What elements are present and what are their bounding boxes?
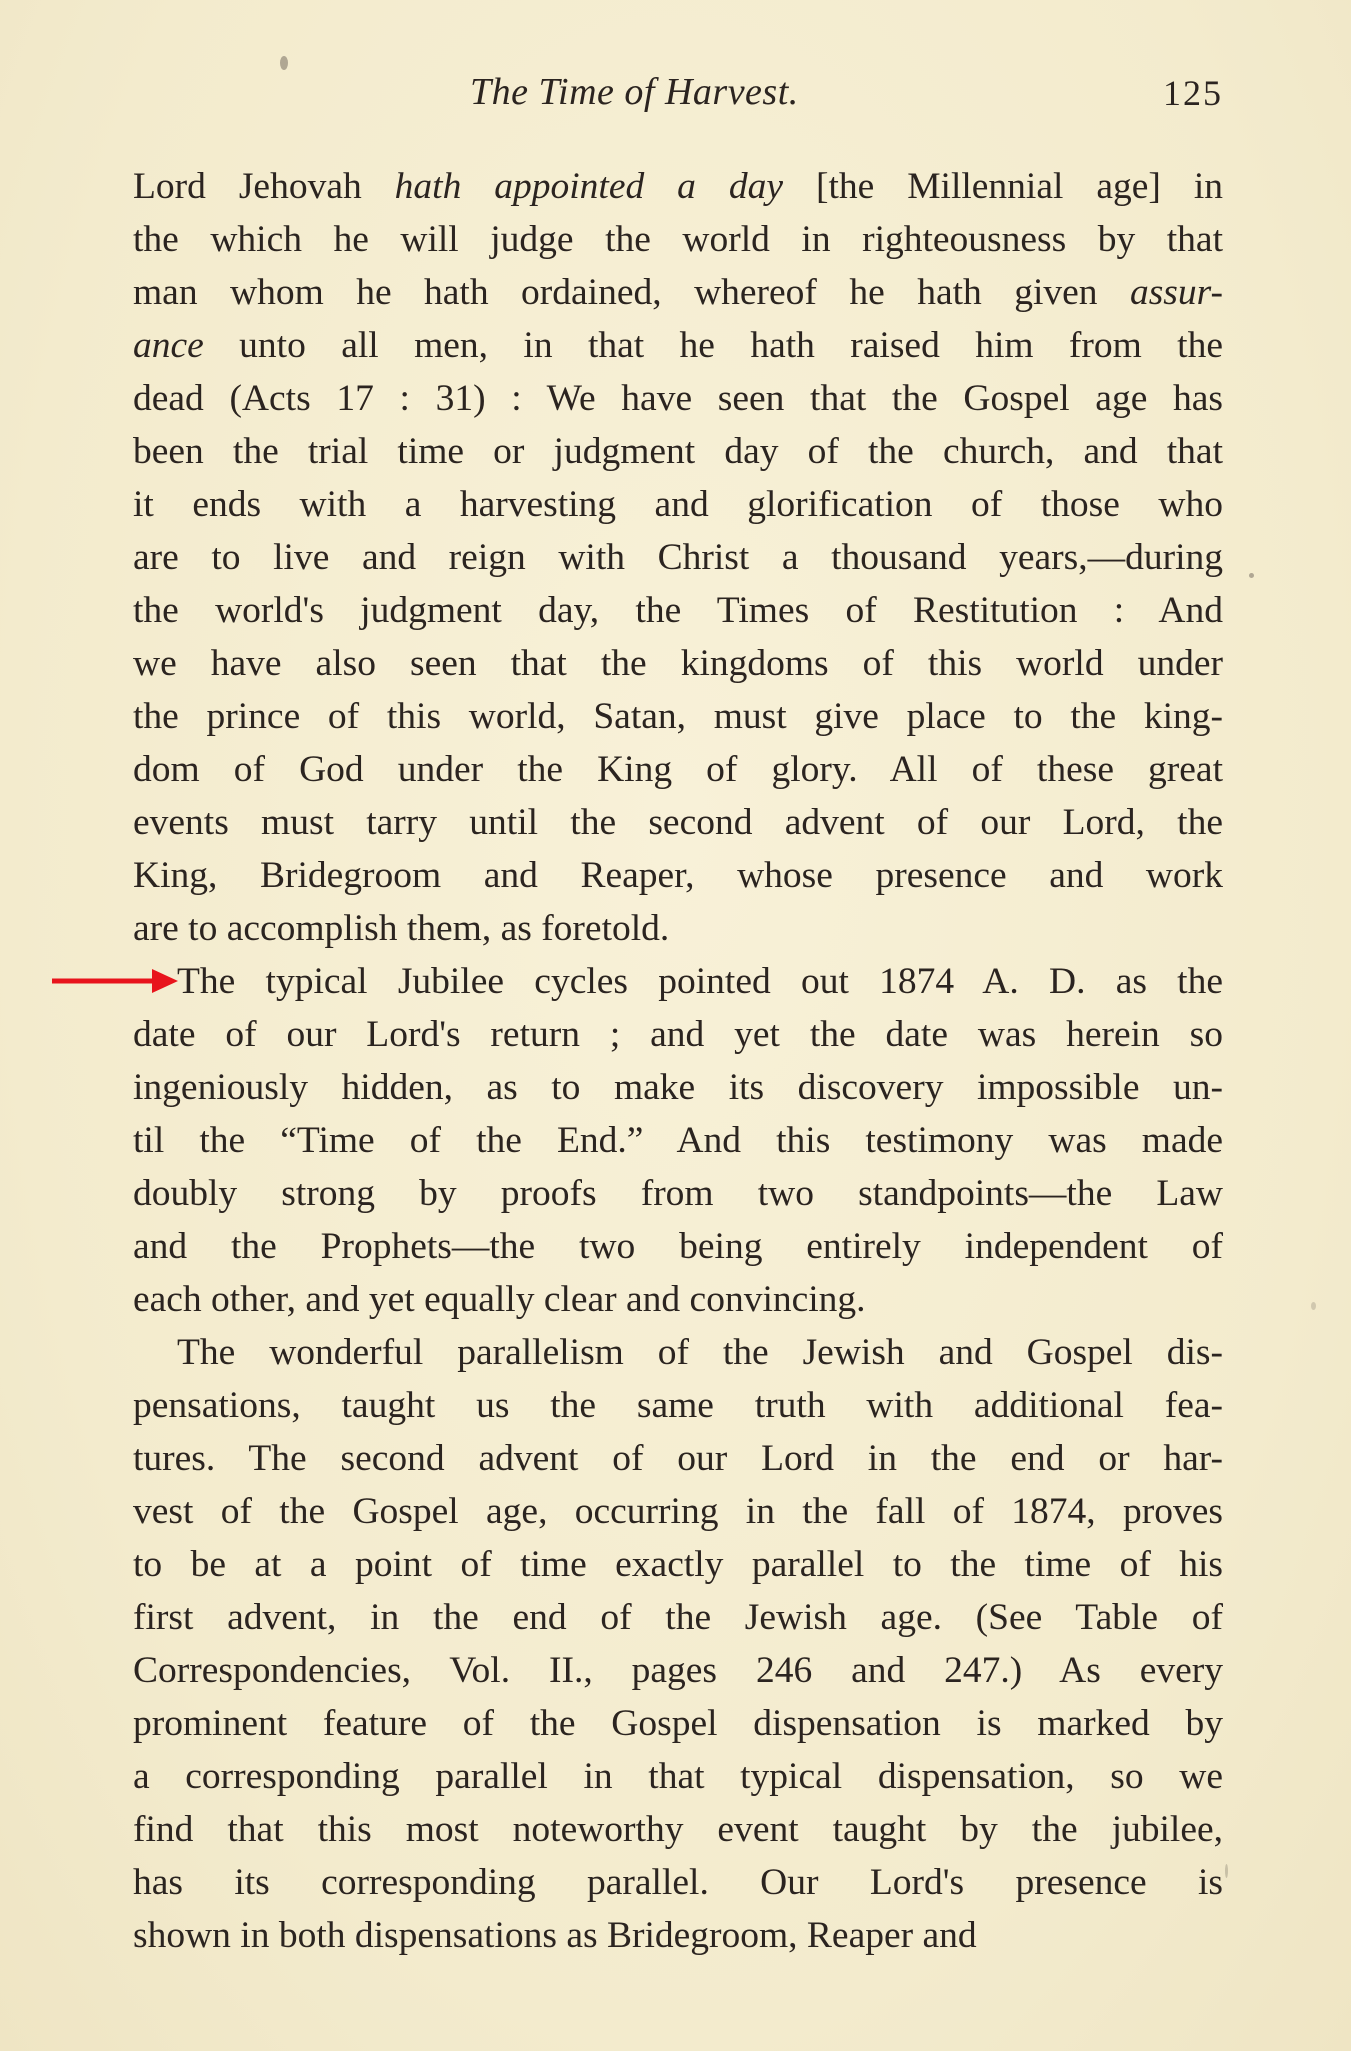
text-line: events must tarry until the second advent of our Lord, the [133, 802, 1223, 843]
text-line: dom of God under the King of glory. All of these great [133, 749, 1223, 790]
text-segment: man whom he hath ordained, whereof he hath given [133, 272, 1130, 313]
italic-segment: ance [133, 325, 204, 366]
text-line: tures. The second advent of our Lord in the end or har- [133, 1438, 1223, 1479]
italic-segment: hath appointed a day [394, 166, 784, 207]
text-line: to be at a point of time exactly parallel to the time of his [133, 1544, 1223, 1585]
paragraph [133, 955, 1223, 1326]
text-line: Correspondencies, Vol. II., pages 246 and 247.) As every [133, 1650, 1223, 1691]
text-line: prominent feature of the Gospel dispensation is marked by [133, 1703, 1223, 1744]
text-line: are to live and reign with Christ a thousand years,—during [133, 537, 1223, 578]
text-line: the world's judgment day, the Times of Restitution : And [133, 590, 1223, 631]
text-line: pensations, taught us the same truth with additional fea- [133, 1385, 1223, 1426]
running-head [0, 70, 1351, 130]
text-line: find that this most noteworthy event taught by the jubilee, [133, 1809, 1223, 1850]
text-line: first advent, in the end of the Jewish age. (See Table of [133, 1597, 1223, 1638]
ink-speck [1225, 1864, 1228, 1878]
text-line: The typical Jubilee cycles pointed out 1874 A. D. as the [177, 961, 1223, 1002]
text-line: date of our Lord's return ; and yet the date was herein so [133, 1014, 1223, 1055]
text-line: dead (Acts 17 : 31) : We have seen that the Gospel age has [133, 378, 1223, 419]
text-line: King, Bridegroom and Reaper, whose presence and work [133, 855, 1223, 896]
text-line: it ends with a harvesting and glorification of those who [133, 484, 1223, 525]
text-line: ingeniously hidden, as to make its discovery impossible un- [133, 1067, 1223, 1108]
body-text [133, 160, 1223, 1962]
text-line: shown in both dispensations as Bridegroom, Reaper and [133, 1915, 977, 1956]
ink-speck [1311, 1302, 1316, 1310]
text-line: doubly strong by proofs from two standpoints—the Law [133, 1173, 1223, 1214]
running-title: The Time of Harvest. [470, 71, 799, 113]
text-line [133, 160, 1223, 213]
text-line: we have also seen that the kingdoms of this world under [133, 643, 1223, 684]
ink-speck [280, 56, 288, 70]
text-line: has its corresponding parallel. Our Lord's presence is [133, 1862, 1223, 1903]
text-line: are to accomplish them, as foretold. [133, 908, 670, 949]
text-line: the which he will judge the world in righteousness by that [133, 219, 1223, 260]
text-line: The wonderful parallelism of the Jewish and Gospel dis- [177, 1332, 1223, 1373]
text-segment: unto all men, in that he hath raised him from the [203, 325, 1223, 366]
text-line: til the “Time of the End.” And this testimony was made [133, 1120, 1223, 1161]
text-line [133, 266, 1223, 319]
text-line: and the Prophets—the two being entirely independent of [133, 1226, 1223, 1267]
paragraph [133, 1326, 1223, 1962]
text-segment: [the Millennial age] in [783, 166, 1223, 207]
text-line [133, 319, 1223, 372]
page-number: 125 [1163, 73, 1223, 113]
text-line: the prince of this world, Satan, must give place to the king- [133, 696, 1223, 737]
text-line: vest of the Gospel age, occurring in the fall of 1874, proves [133, 1491, 1223, 1532]
paragraph [133, 160, 1223, 955]
ink-speck [1249, 573, 1254, 578]
text-line: a corresponding parallel in that typical dispensation, so we [133, 1756, 1223, 1797]
text-line: been the trial time or judgment day of the church, and that [133, 431, 1223, 472]
text-line: each other, and yet equally clear and convincing. [133, 1279, 866, 1320]
text-segment: Lord Jehovah [133, 166, 395, 207]
italic-segment: assur- [1129, 272, 1223, 313]
